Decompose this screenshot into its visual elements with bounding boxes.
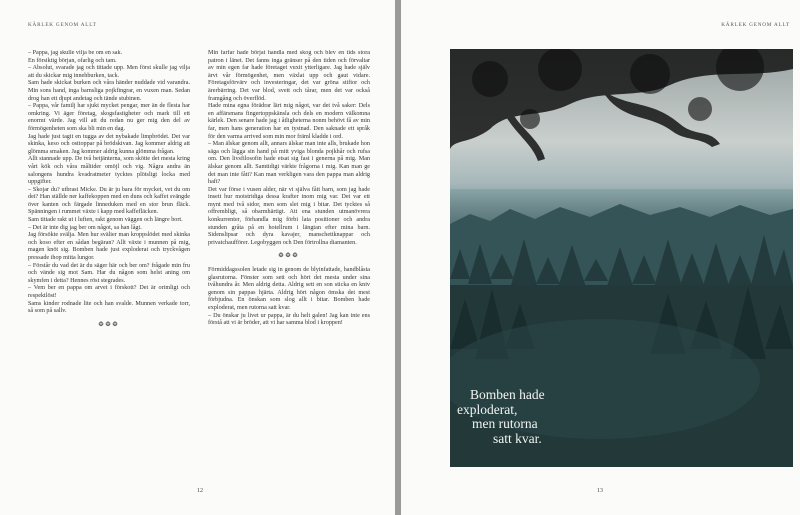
- paragraph: Sams kinder rodnade lite och han svalde. Munnen verkade torr, så som på sallv.: [28, 300, 190, 315]
- paragraph: Det var förse i vusen alder, när vi själva fått barn, som jag hade insett hur motstridiga dessa krafter inom mig var. Det var ett mynt med två sidor, men som slet mig i bitar. Det tycktes så offrembligt, så obarmhärtigt. Att ena stunden utmanövrera konkurrenter, förhandla mig förbi lata positioner och andra stunden gråta på en hotellrum i längtan efter mina barn. Sidenslipsar och dyra kavajer, manschettknappar och privatchaufförer. Legobyggen och Den förtrollna diamanten.: [208, 186, 370, 246]
- paragraph: Allt stannade upp. De två betjänterna, som skötte det mesta kring vårt kök och våra måltider omöjl och vig. Några andra än salongens hundra kvadratmeter tycktes plötsligt locka med uppgifter.: [28, 156, 190, 186]
- paragraph: Min farfar hade börjat handla med skog och blev en tids stora patron i länet. Det fanns inga gränser på den tiden och förvaltar av min egen far hade företaget vuxit ytterligare. Jag hade själv ärvt vår förmögenhet, men växlat upp och gaut vidare. Företagsförvärv och investeringar, det var gröna stiftor och ärerbärring. Det var blod, svett och tårar, men det var också framgång och överflöd.: [208, 50, 370, 102]
- paragraph: Jag hade just tagit en tugga av det nybakade limpbrödet. Det var skinka, keso och osttoppar på brödskivan. Jag kommer aldrig att glömma smaken. Jag kommer aldrig kunna glömma frågan.: [28, 133, 190, 155]
- pull-quote-line: exploderat,: [457, 401, 518, 417]
- running-header-left: KÄRLEK GENOM ALLT: [28, 22, 97, 28]
- paragraph: – Det är inte dig jag ber om något, sa han lågt.: [28, 224, 142, 231]
- paragraph: Hade mina egna förädrar lärt mig något, var det två saker: Dels en affärsmans fingertoppskänsla och dels en modern välkomna kärlek. Den senare hade jag i åtligheterna nonm behövt få av min far, men hans generation har en tystnad. Den saknade ett språk för den varma arrived som min mor främl kladde i ord.: [208, 103, 370, 140]
- paragraph: – Förstår du vad det är du säger här och ber om? frågade min fru och vände sig mot Sam. Har du någon som helst aning om skymfen i detta? Hennes röst stegrades.: [28, 262, 190, 284]
- paragraph: – Absolut, svarade jag och tittade upp. Men först skulle jag vilja att du skickar mig innehburken, tack.: [28, 65, 190, 79]
- paragraph: En försiktig början, ofarlig och tam.: [28, 57, 117, 64]
- paragraph: – Pappa, jag skulle vilja be om en sak.: [28, 50, 123, 56]
- paragraph: – Vem ber en pappa om arvet i förskott? Det är orimligt och respektlöst!: [28, 285, 190, 299]
- paragraph: Sam tittade rakt ut i luften, rakt genom väggen och längre bort.: [28, 217, 183, 224]
- section-ornament: ❂❂❂: [278, 253, 300, 260]
- paragraph: Förmiddagssolen letade sig in genom de blyinfattade, handblåsta glasrutorna. Fönster som sett och hört det mesta under sina tvåhundra år. Men aldrig detta. Aldrig sett en son sticka en kniv genom sin pappas hjärta. Aldrig hört någon ömska det mest förbjudna. En önskan som slog allt i bitar. Bomben hade exploderat, men rutorna satt kvar.: [208, 267, 370, 311]
- pull-quote-line: Bomben hade: [470, 387, 545, 402]
- left-page: [0, 0, 395, 515]
- paragraph: – Du önskar ju livet ur pappa, är du helt galen! Jag kan inte ens förstå att vi är bröder, att vi har samma blod i kroppen!: [208, 312, 370, 327]
- paragraph: Sam hade skickat burken och våra händer nuddade vid varandra. Min sons hand, inga barnsliga pojkfingrar, en vuxen man. Sedan drog han ett djupt andetag och tände stubinen.: [28, 80, 190, 102]
- paragraph: – Pappa, vår familj har sjukt mycket pengar, mer än de flesta har omkring. Vi äger företag, skogsfastigheter och mark till ett enormt värde. Jag vill att du redan nu ger mig den del av förmögenheten som ska bli min en dag.: [28, 103, 190, 132]
- section-ornament: ❂❂❂: [98, 321, 120, 328]
- page-number-right: 13: [597, 488, 603, 494]
- running-header-right: KÄRLEK GENOM ALLT: [721, 22, 790, 28]
- text-column-1: [28, 50, 190, 470]
- paragraph: – Man älskar genom allt, annars älskar man inte alls, brukade hon säga och lägga sin hand på mitt yviga blonda pojkhår och rufsa om. Den livsfilosofin hade etsat sig fast i generna på mig. Man älskar genom allt. Samtidigt värkte frågorna i mig. Kan man ge det man inte fått? Kan man verkligen vara den pappa man aldrig haft?: [208, 141, 370, 186]
- pull-quote-line: satt kvar.: [493, 430, 542, 446]
- paragraph: Jag försökte svälja. Men hur svälier man kroppslödet med skinka och koso efter en sådan begäran? Allt växte i munnen på mig, magen knöt sig. Bomben hade just exploderat och tryckvågen pressade ihop mitta lungor.: [28, 232, 190, 262]
- pull-quote-line: men rutorna: [472, 416, 538, 431]
- page-number-left: 12: [197, 488, 203, 494]
- text-column-2: [208, 50, 370, 470]
- pull-quote: [457, 388, 585, 446]
- paragraph: – Skojar du? utbrast Micke. Du är ju bara för mycket, vet du om det? Han ställde ner kaffekoppen med en duns och kaffet svängde över kanten och färgade linneduken med en stor brun fläck. Spänningen i rummet växte i kapp med kaffefläcken.: [28, 186, 190, 216]
